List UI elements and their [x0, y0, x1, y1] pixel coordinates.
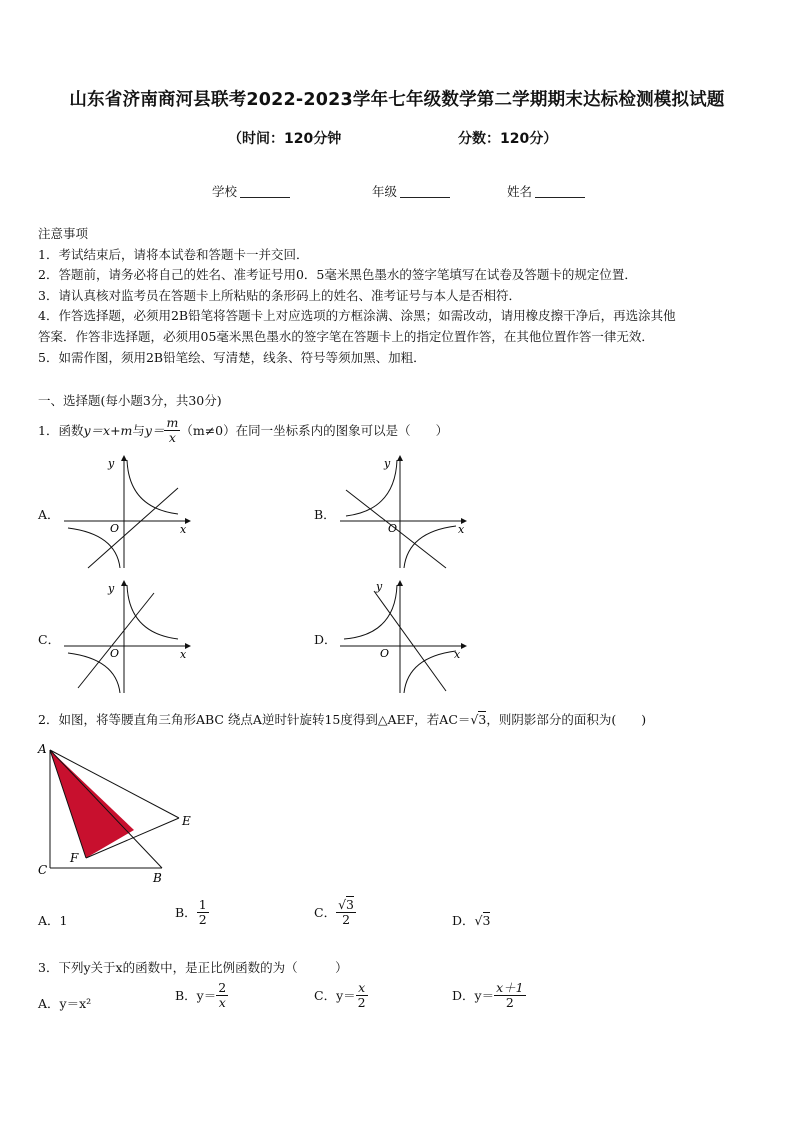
exam-score: 分数：120分） [458, 131, 558, 147]
sqrt-radicand: 3 [482, 913, 491, 928]
origin-label: O [388, 522, 398, 535]
numerator: √3 [338, 897, 354, 912]
q2-option-d-label: D． [452, 913, 475, 928]
q2-option-a[interactable]: A．1 [38, 913, 68, 928]
q2-figure [32, 738, 202, 886]
fraction [216, 981, 228, 1010]
graph-b [334, 448, 474, 573]
q3-option-a[interactable]: A．y＝x² [38, 996, 92, 1011]
grade-blank[interactable] [400, 197, 450, 198]
q3-option-b-label: B．y＝ [175, 988, 217, 1004]
q1-option-d[interactable]: D． [314, 632, 337, 647]
page-title: 山东省济南商河县联考2022-2023学年七年级数学第二学期期末达标检测模拟试题 [69, 90, 725, 110]
origin-label: O [110, 647, 120, 660]
hyperbola-branch [127, 460, 178, 514]
q1-fraction [164, 416, 180, 445]
q2-option-b-label: B． [175, 905, 197, 921]
q1-linear: y＝x+m [83, 423, 133, 438]
q1-y: y＝ [144, 423, 165, 438]
question-2 [38, 710, 646, 728]
hyperbola-branch [127, 585, 178, 639]
q3-option-b[interactable] [175, 981, 228, 1010]
numerator: x [356, 981, 368, 996]
q1-condition: （m≠0）在同一坐标系内的图象可以是（ ） [180, 423, 449, 438]
sqrt-expression: √3 [474, 913, 491, 928]
q1-option-b[interactable]: B． [314, 507, 336, 522]
q1-option-a[interactable]: A． [38, 507, 60, 522]
q2-option-b[interactable] [175, 898, 209, 927]
section-heading: 一、选择题(每小题3分，共30分) [38, 393, 222, 408]
y-label: y [376, 580, 383, 593]
point-a-label: A [38, 742, 47, 756]
q2-option-d[interactable] [452, 911, 490, 929]
point-f-label: F [70, 851, 79, 865]
q1-numerator: m [166, 414, 179, 430]
point-e-label: E [182, 814, 191, 828]
shaded-region [50, 750, 134, 858]
sqrt-radicand: 3 [346, 897, 354, 912]
point-b-label: B [153, 871, 162, 885]
note-item: 3．请认真核对监考员在答题卡上所粘贴的条形码上的姓名、准考证号与本人是否相符． [38, 288, 521, 303]
x-label: x [180, 648, 187, 661]
denominator: 2 [198, 911, 207, 927]
note-item: 5．如需作图，须用2B铅笔绘、写清楚，线条、符号等须加黑、加粗． [38, 350, 426, 365]
q3-option-d-label: D．y＝ [452, 988, 495, 1004]
point-c-label: C [38, 863, 48, 877]
note-item: 答案．作答非选择题，必须用05毫米黑色墨水的签字笔在答题卡上的指定位置作答，在其他位置作答一律无效． [38, 329, 654, 344]
numerator: x＋1 [496, 980, 524, 995]
note-item: 1．考试结束后，请将本试卷和答题卡一并交回． [38, 247, 309, 262]
notes-heading: 注意事项 [38, 226, 89, 241]
numerator: 2 [218, 980, 227, 995]
hyperbola-branch [404, 526, 456, 568]
grade-label: 年级 [372, 184, 398, 199]
q1-lead: 1．函数 [38, 423, 84, 438]
fraction [356, 981, 368, 1010]
segment-ab [50, 750, 162, 868]
denominator: 2 [342, 911, 351, 927]
denominator: 2 [505, 994, 514, 1010]
x-label: x [180, 523, 187, 536]
sqrt-radicand: 3 [478, 711, 487, 727]
denominator: 2 [357, 994, 366, 1010]
note-item: 2．答题前，请务必将自己的姓名、准考证号用0．5毫米黑色墨水的签字笔填写在试卷及答题卡的规定位置． [38, 267, 637, 282]
q1-option-c[interactable]: C． [38, 632, 61, 647]
q1-mid: 与 [132, 423, 145, 438]
graph-a [58, 448, 198, 573]
q3-option-d[interactable] [452, 981, 526, 1010]
q3-option-c-label: C．y＝ [314, 988, 356, 1004]
linear-line [88, 488, 178, 568]
note-item: 4．作答选择题，必须用2B铅笔将答题卡上对应选项的方框涂满、涂黑；如需改动，请用橡皮擦干净后，再选涂其他 [38, 308, 676, 323]
y-label: y [108, 582, 115, 595]
origin-label: O [110, 522, 120, 535]
graph-d [334, 573, 474, 698]
question-3: 3．下列y关于x的函数中，是正比例函数的为（ ） [38, 960, 348, 975]
school-label: 学校 [212, 184, 238, 199]
denominator: x [218, 994, 226, 1010]
y-label: y [384, 457, 391, 470]
school-blank[interactable] [240, 197, 290, 198]
hyperbola-branch [404, 651, 456, 693]
question-1 [38, 412, 448, 448]
q2-option-c-label: C． [314, 905, 337, 921]
exam-time: （时间：120分钟 [228, 131, 342, 147]
y-label: y [108, 457, 115, 470]
q2-text: 2．如图，将等腰直角三角形ABC 绕点A逆时针旋转15度得到△AEF，若AC＝ [38, 712, 471, 727]
graph-c [58, 573, 198, 698]
q2-tail: ，则阴影部分的面积为( ) [486, 712, 647, 727]
name-blank[interactable] [535, 197, 585, 198]
x-label: x [454, 648, 461, 661]
linear-line [78, 593, 154, 688]
fraction [336, 898, 356, 927]
q1-denominator: x [168, 429, 176, 445]
linear-line [374, 591, 446, 691]
origin-label: O [380, 647, 390, 660]
x-label: x [458, 523, 465, 536]
numerator: 1 [198, 897, 207, 912]
q2-option-c[interactable] [314, 898, 356, 927]
q3-option-c[interactable] [314, 981, 368, 1010]
fraction [197, 898, 209, 927]
sqrt-expression: √3 [470, 711, 487, 727]
name-label: 姓名 [507, 184, 533, 199]
fraction [494, 981, 526, 1010]
